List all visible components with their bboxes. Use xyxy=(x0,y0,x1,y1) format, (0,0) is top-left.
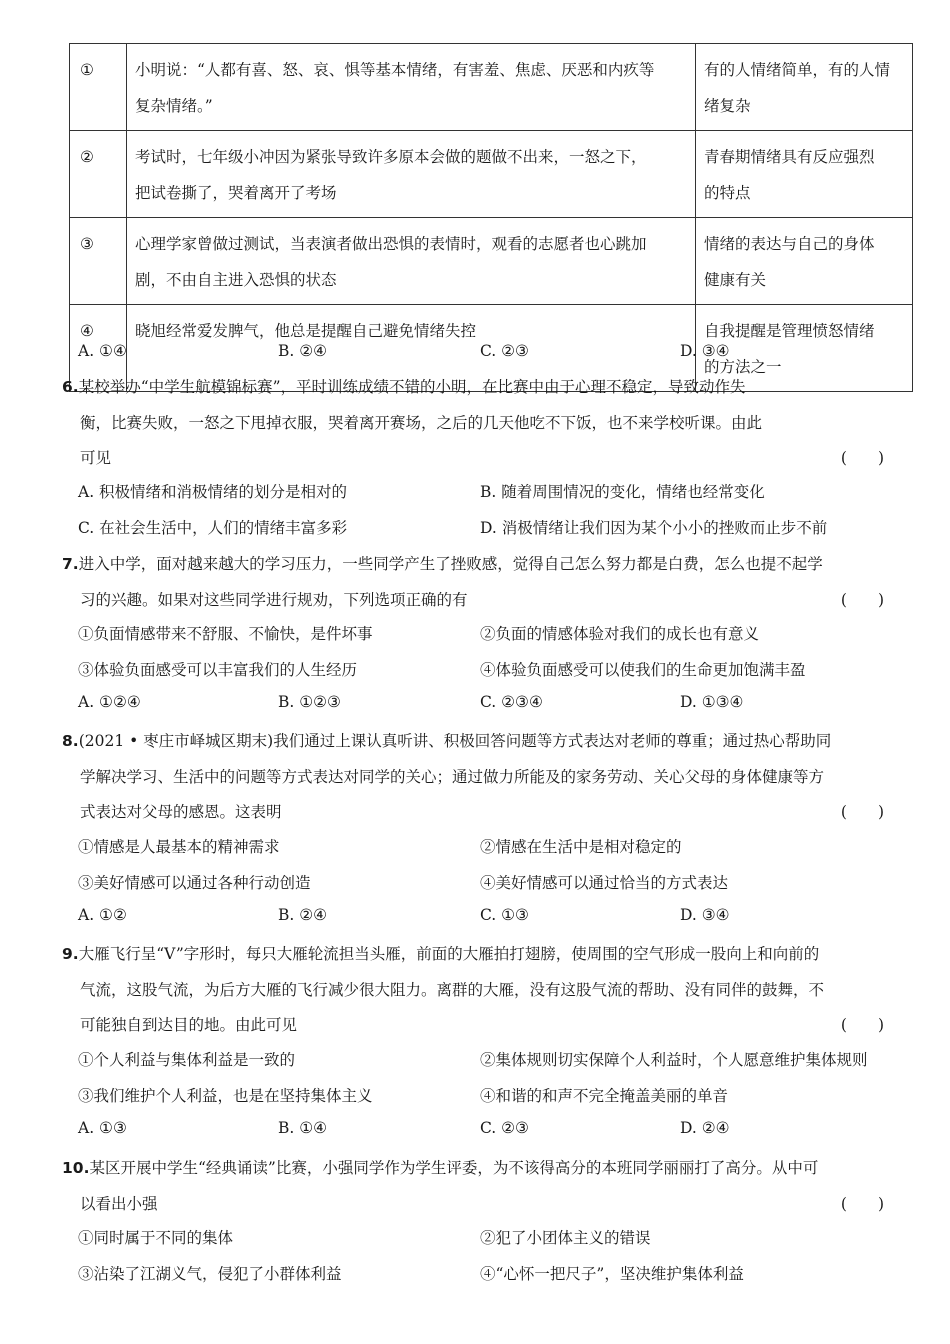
question-text: 可能独自到达目的地。由此可见 xyxy=(80,1016,298,1034)
question-10 xyxy=(62,1151,892,1222)
answer-paren: ( ) xyxy=(840,1194,884,1213)
question-text: 衡，比赛失败，一怒之下甩掉衣服，哭着离开赛场，之后的几天他吃不下饭，也不来学校听课。由此 xyxy=(80,413,763,432)
statement-1: ①个人利益与集体利益是一致的 xyxy=(78,1051,296,1069)
choice-b[interactable]: B. 随着周围情况的变化，情绪也经常变化 xyxy=(480,483,765,501)
row-text: 晓旭经常爱发脾气，他总是提醒自己避免情绪失控 xyxy=(127,305,696,392)
statement-4: ④体验负面感受可以使我们的生命更加饱满丰盈 xyxy=(480,661,806,679)
choice-d[interactable]: D. 消极情绪让我们因为某个小小的挫败而止步不前 xyxy=(480,519,828,537)
row-judgment: 自我提醒是管理愤怒情绪 的方法之一 xyxy=(696,305,913,392)
statement-2: ②犯了小团体主义的错误 xyxy=(480,1229,651,1247)
option-d[interactable]: D. ③④ xyxy=(680,906,730,924)
row-number: ④ xyxy=(70,305,127,392)
q9-options xyxy=(78,1119,898,1147)
question-text: 进入中学，面对越来越大的学习压力，一些同学产生了挫败感，觉得自己怎么努力都是白费，怎么也提不起学 xyxy=(78,555,823,573)
question-9 xyxy=(62,937,892,1044)
row-number: ① xyxy=(70,44,127,131)
row-text: 心理学家曾做过测试，当表演者做出恐惧的表情时，观看的志愿者也心跳加 剧，不由自主进入恐惧的状态 xyxy=(127,218,696,305)
question-number: 8. xyxy=(62,732,79,750)
table-row xyxy=(70,131,913,218)
choice-a[interactable]: A. 积极情绪和消极情绪的划分是相对的 xyxy=(78,483,348,501)
q7-statements-row1 xyxy=(78,622,898,652)
question-text: 式表达对父母的感恩。这表明 xyxy=(80,803,282,821)
q9-statements-row1 xyxy=(78,1048,898,1078)
statement-2: ②负面的情感体验对我们的成长也有意义 xyxy=(480,625,760,643)
q6-choices-row2 xyxy=(78,516,898,546)
question-text: 以看出小强 xyxy=(80,1194,158,1213)
option-d[interactable]: D. ③④ xyxy=(680,342,730,360)
option-a[interactable]: A. ①④ xyxy=(78,342,127,360)
option-a[interactable]: A. ①② xyxy=(78,906,127,924)
answer-paren: ( ) xyxy=(840,1016,884,1034)
answer-paren: ( ) xyxy=(840,803,884,821)
choice-c[interactable]: C. 在社会生活中，人们的情绪丰富多彩 xyxy=(78,519,348,537)
question-text: 某区开展中学生“经典诵读”比赛，小强同学作为学生评委，为不该得高分的本班同学丽丽打了高分。从中可 xyxy=(89,1159,819,1177)
q10-statements-row2 xyxy=(78,1262,898,1292)
question-text: 可见 xyxy=(80,449,112,467)
q9-statements-row2 xyxy=(78,1084,898,1114)
question-number: 6. xyxy=(62,378,79,396)
row-judgment: 情绪的表达与自己的身体 健康有关 xyxy=(696,218,913,305)
q6-choices-row1 xyxy=(78,480,898,510)
question-text: 学解决学习、生活中的问题等方式表达对同学的关心；通过做力所能及的家务劳动、关心父母的身体健康等方 xyxy=(80,767,825,786)
statement-1: ①情感是人最基本的精神需求 xyxy=(78,838,280,856)
q7-options xyxy=(78,693,898,721)
option-b[interactable]: B. ②④ xyxy=(278,906,328,924)
question-text: (2021 • 枣庄市峄城区期末)我们通过上课认真听讲、积极回答问题等方式表达对老师的尊重；通过热心帮助同 xyxy=(78,732,832,750)
row-judgment: 青春期情绪具有反应强烈 的特点 xyxy=(696,131,913,218)
answer-paren: ( ) xyxy=(840,449,884,467)
statement-2: ②集体规则切实保障个人利益时，个人愿意维护集体规则 xyxy=(480,1051,868,1069)
q8-statements-row1 xyxy=(78,835,898,865)
question-number: 9. xyxy=(62,945,79,963)
option-c[interactable]: C. ②③④ xyxy=(480,693,543,711)
question-number: 7. xyxy=(62,555,79,573)
q7-statements-row2 xyxy=(78,658,898,688)
question-6 xyxy=(62,370,892,477)
option-d[interactable]: D. ②④ xyxy=(680,1119,730,1137)
statement-3: ③沾染了江湖义气，侵犯了小群体利益 xyxy=(78,1265,342,1283)
statement-3: ③我们维护个人利益，也是在坚持集体主义 xyxy=(78,1087,373,1105)
statement-1: ①同时属于不同的集体 xyxy=(78,1229,234,1247)
question-text: 某校举办“中学生航模锦标赛”，平时训练成绩不错的小明，在比赛中由于心理不稳定，导致动作失 xyxy=(78,378,746,396)
question-8 xyxy=(62,724,892,831)
statement-4: ④和谐的和声不完全掩盖美丽的单音 xyxy=(480,1087,729,1105)
option-a[interactable]: A. ①③ xyxy=(78,1119,127,1137)
table-answer-options xyxy=(78,342,898,370)
statement-1: ①负面情感带来不舒服、不愉快，是件坏事 xyxy=(78,625,373,643)
option-a[interactable]: A. ①②④ xyxy=(78,693,141,711)
statement-4: ④“心怀一把尺子”，坚决维护集体利益 xyxy=(480,1265,744,1283)
q8-statements-row2 xyxy=(78,871,898,901)
option-c[interactable]: C. ②③ xyxy=(480,1119,529,1137)
statement-2: ②情感在生活中是相对稳定的 xyxy=(480,838,682,856)
q10-statements-row1 xyxy=(78,1226,898,1256)
option-b[interactable]: B. ②④ xyxy=(278,342,328,360)
row-judgment: 有的人情绪简单，有的人情 绪复杂 xyxy=(696,44,913,131)
option-c[interactable]: C. ②③ xyxy=(480,342,529,360)
table-row xyxy=(70,44,913,131)
row-text: 小明说：“人都有喜、怒、哀、惧等基本情绪，有害羞、焦虑、厌恶和内疚等 复杂情绪。” xyxy=(127,44,696,131)
row-number: ② xyxy=(70,131,127,218)
row-text: 考试时，七年级小冲因为紧张导致许多原本会做的题做不出来，一怒之下， 把试卷撕了，哭着离开了考场 xyxy=(127,131,696,218)
question-text: 习的兴趣。如果对这些同学进行规劝，下列选项正确的有 xyxy=(80,590,468,609)
option-d[interactable]: D. ①③④ xyxy=(680,693,744,711)
option-c[interactable]: C. ①③ xyxy=(480,906,529,924)
q8-options xyxy=(78,906,898,934)
question-7 xyxy=(62,547,892,618)
answer-paren: ( ) xyxy=(840,590,884,609)
question-number: 10. xyxy=(62,1159,90,1177)
table-row xyxy=(70,218,913,305)
question-text: 大雁飞行呈“V”字形时，每只大雁轮流担当头雁，前面的大雁拍打翅膀，使周围的空气形成一股向上和向前的 xyxy=(78,945,820,963)
statement-4: ④美好情感可以通过恰当的方式表达 xyxy=(480,874,729,892)
statement-3: ③美好情感可以通过各种行动创造 xyxy=(78,874,311,892)
option-b[interactable]: B. ①④ xyxy=(278,1119,328,1137)
option-b[interactable]: B. ①②③ xyxy=(278,693,341,711)
row-number: ③ xyxy=(70,218,127,305)
question-text: 气流，这股气流，为后方大雁的飞行减少很大阻力。离群的大雁，没有这股气流的帮助、没有同伴的鼓舞，不 xyxy=(80,980,825,999)
statement-3: ③体验负面感受可以丰富我们的人生经历 xyxy=(78,661,358,679)
judgment-table xyxy=(69,43,913,392)
